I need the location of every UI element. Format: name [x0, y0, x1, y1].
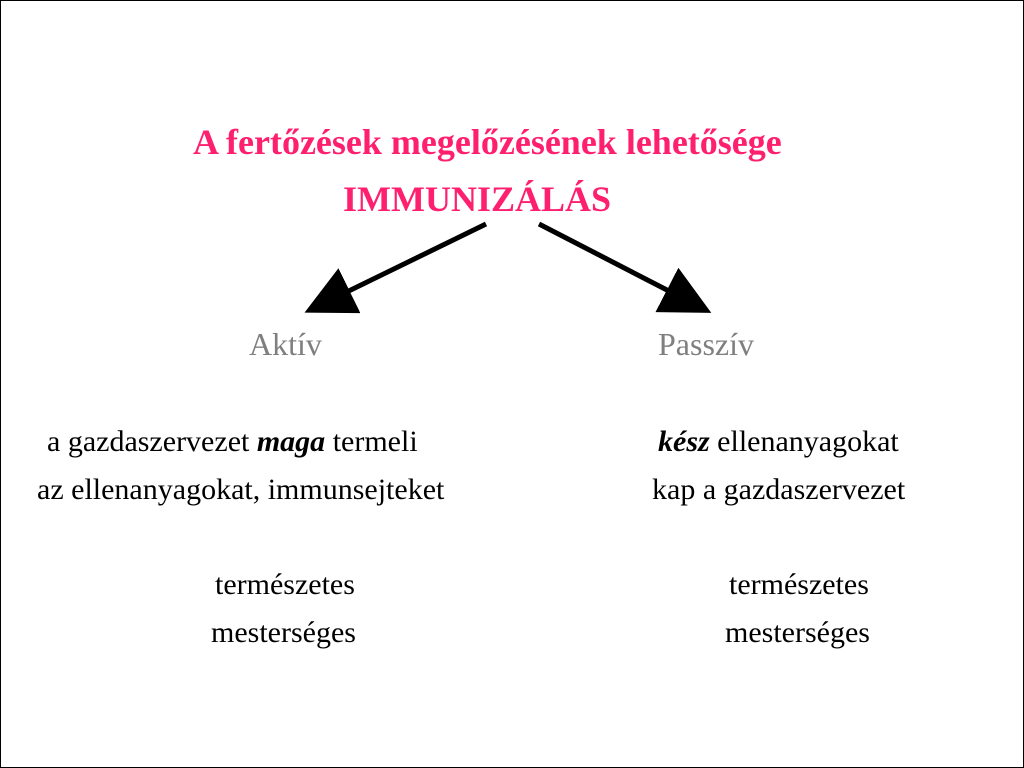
passive-description-line1 [658, 425, 899, 458]
arrow-to-passive [539, 224, 698, 306]
branch-label-active: Aktív [249, 326, 322, 362]
passive-type-artificial: mesterséges [725, 616, 870, 649]
passive-type-natural: természetes [729, 568, 869, 601]
active-desc-before: a gazdaszervezet [47, 425, 257, 458]
active-description-line2: az ellenanyagokat, immunsejteket [37, 473, 445, 506]
active-desc-after: termeli [325, 425, 418, 458]
passive-description-line2: kap a gazdaszervezet [652, 473, 906, 506]
active-type-artificial: mesterséges [211, 616, 356, 649]
arrow-to-active [318, 224, 486, 306]
active-desc-emphasis: maga [256, 425, 326, 458]
slide-title: A fertőzések megelőzésének lehetősége [193, 122, 782, 162]
branch-arrows [1, 1, 1023, 767]
active-description-line1 [47, 425, 418, 458]
slide-subtitle: IMMUNIZÁLÁS [343, 179, 612, 219]
branch-label-passive: Passzív [658, 326, 754, 362]
active-type-natural: természetes [215, 568, 355, 601]
passive-desc-after: ellenanyagokat [709, 425, 899, 458]
passive-desc-emphasis: kész [658, 425, 710, 458]
